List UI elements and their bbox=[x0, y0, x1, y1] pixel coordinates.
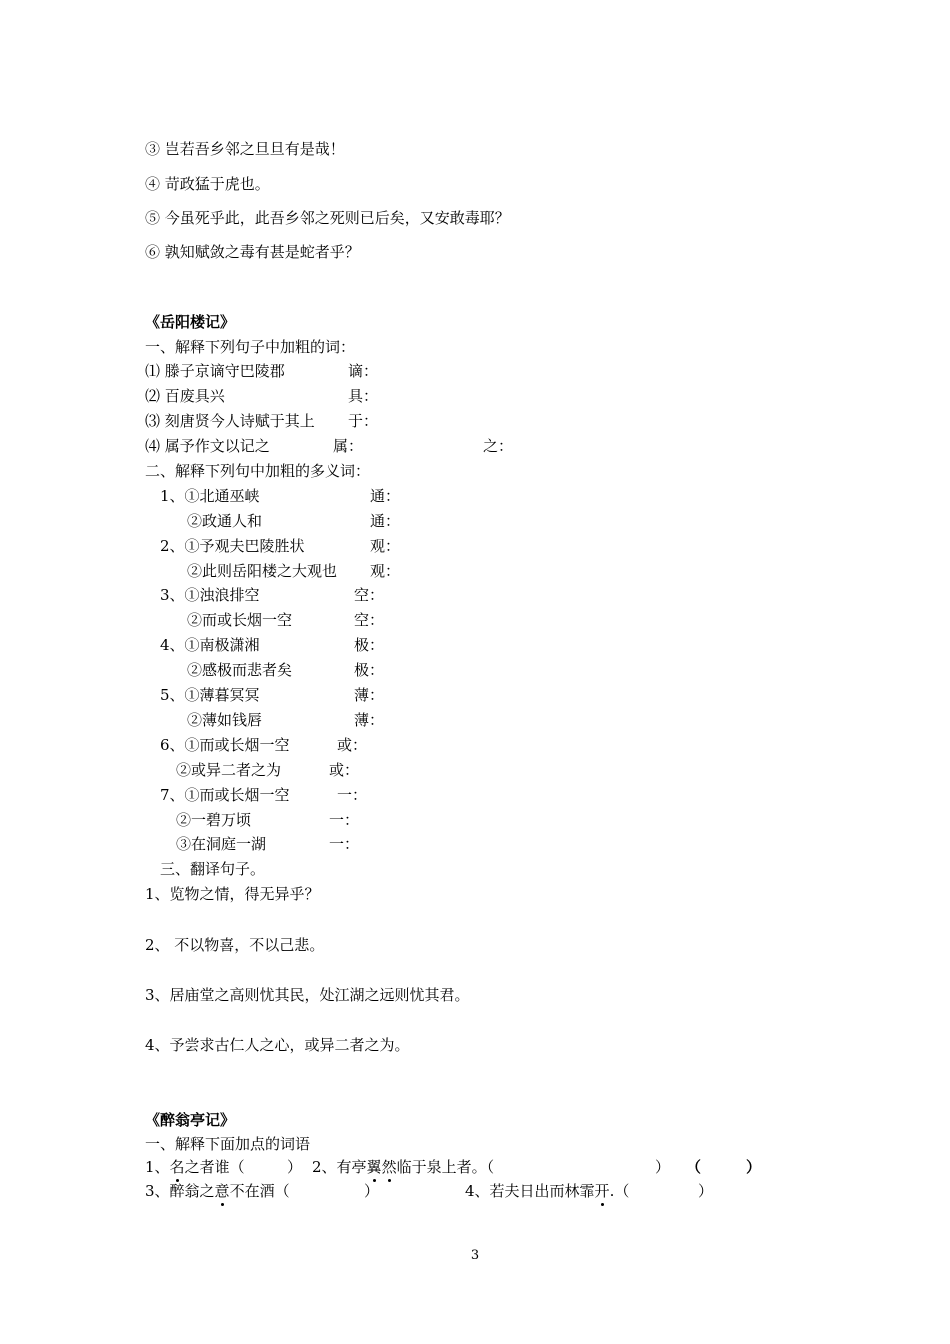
yueyang-part2-sentence: ②一碧万顷 bbox=[176, 811, 252, 829]
yueyang-translate-3: 3、居庙堂之高则忧其民，处江湖之远则忧其君。 bbox=[145, 986, 470, 1004]
tail-item-5: ⑤ 今虽死乎此，此吾乡邻之死则已后矣，又安敢毒耶？ bbox=[145, 209, 510, 227]
yueyang-part2-word: 观： bbox=[370, 562, 401, 580]
yueyang-part2-sentence: 7、①而或长烟一空 bbox=[160, 786, 290, 804]
yueyang-part2-word: 薄： bbox=[354, 711, 385, 729]
yueyang-translate-4: 4、予尝求古仁人之心，或异二者之为。 bbox=[145, 1036, 410, 1054]
yueyang-part2-sentence: 5、①薄暮冥冥 bbox=[160, 686, 260, 704]
yueyang-part2-word: 通： bbox=[370, 487, 401, 505]
yueyang-part2-word: 空： bbox=[354, 611, 385, 629]
yueyang-part2-sentence: ③在洞庭一湖 bbox=[176, 835, 267, 853]
yueyang-translate-2: 2、 不以物喜，不以己悲。 bbox=[145, 936, 325, 954]
yueyang-part2-word: 或： bbox=[337, 736, 368, 754]
yueyang-translate-1: 1、览物之情，得无异乎？ bbox=[145, 885, 320, 903]
tail-item-3: ③ 岂若吾乡邻之旦旦有是哉！ bbox=[145, 140, 345, 158]
zuiweng-q2-close-paren: ） bbox=[655, 1158, 671, 1176]
yueyang-part1-sentence: ⑵ 百废具兴 bbox=[145, 387, 225, 405]
yueyang-part2-word: 空： bbox=[354, 586, 385, 604]
page-number: 3 bbox=[470, 1248, 480, 1263]
section-title-yueyang: 《岳阳楼记》 bbox=[145, 313, 236, 331]
yueyang-part2-sentence: ②薄如钱唇 bbox=[187, 711, 263, 729]
section-title-zuiweng: 《醉翁亭记》 bbox=[145, 1111, 236, 1129]
yueyang-part1-word: 谪： bbox=[348, 362, 379, 380]
yueyang-part1-word2: 之： bbox=[483, 437, 514, 455]
yueyang-part2-sentence: ②而或长烟一空 bbox=[187, 611, 293, 629]
yueyang-part2-sentence: 2、①予观夫巴陵胜状 bbox=[160, 537, 305, 555]
yueyang-part2-sentence: 6、①而或长烟一空 bbox=[160, 736, 290, 754]
yueyang-part1-word: 具： bbox=[348, 387, 379, 405]
zuiweng-question-4: 4、若夫日出而林霏开.（ bbox=[465, 1182, 630, 1200]
zuiweng-q4-close-paren: ） bbox=[698, 1182, 714, 1200]
zuiweng-part1-heading: 一、解释下面加点的词语 bbox=[145, 1135, 311, 1153]
yueyang-part1-sentence: ⑷ 属予作文以记之 bbox=[145, 437, 270, 455]
tail-item-4: ④ 苛政猛于虎也。 bbox=[145, 175, 270, 193]
yueyang-part1-heading: 一、解释下列句子中加粗的词： bbox=[145, 338, 356, 356]
yueyang-part2-sentence: ②此则岳阳楼之大观也 bbox=[187, 562, 338, 580]
yueyang-part2-word: 或： bbox=[329, 761, 360, 779]
zuiweng-extra-blank[interactable]: （ ） bbox=[686, 1158, 762, 1176]
yueyang-part2-word: 一： bbox=[337, 786, 368, 804]
yueyang-part2-word: 一： bbox=[329, 811, 360, 829]
tail-item-6: ⑥ 孰知赋敛之毒有甚是蛇者乎？ bbox=[145, 243, 360, 261]
yueyang-part2-word: 一： bbox=[329, 835, 360, 853]
yueyang-part1-word: 属： bbox=[333, 437, 364, 455]
yueyang-part2-sentence: ②政通人和 bbox=[187, 512, 263, 530]
yueyang-part2-sentence: 3、①浊浪排空 bbox=[160, 586, 260, 604]
yueyang-part2-sentence: ②感极而悲者矣 bbox=[187, 661, 293, 679]
yueyang-part2-word: 薄： bbox=[354, 686, 385, 704]
zuiweng-question-1: 1、名之者谁（ bbox=[145, 1158, 245, 1176]
yueyang-part2-word: 通： bbox=[370, 512, 401, 530]
yueyang-part2-word: 极： bbox=[354, 661, 385, 679]
zuiweng-q1-close-paren: ） bbox=[287, 1158, 303, 1176]
zuiweng-q3-close-paren: ） bbox=[364, 1182, 380, 1200]
yueyang-part3-heading: 三、翻译句子。 bbox=[160, 860, 266, 878]
yueyang-part2-heading: 二、解释下列句中加粗的多义词： bbox=[145, 462, 371, 480]
yueyang-part1-sentence: ⑶ 刻唐贤今人诗赋于其上 bbox=[145, 412, 315, 430]
yueyang-part2-sentence: ②或异二者之为 bbox=[176, 761, 282, 779]
yueyang-part2-word: 观： bbox=[370, 537, 401, 555]
yueyang-part2-sentence: 1、①北通巫峡 bbox=[160, 487, 260, 505]
yueyang-part1-word: 于： bbox=[348, 412, 379, 430]
zuiweng-question-3: 3、醉翁之意不在酒（ bbox=[145, 1182, 290, 1200]
yueyang-part2-sentence: 4、①南极潇湘 bbox=[160, 636, 260, 654]
yueyang-part2-word: 极： bbox=[354, 636, 385, 654]
yueyang-part1-sentence: ⑴ 滕子京谪守巴陵郡 bbox=[145, 362, 285, 380]
zuiweng-question-2: 2、有亭翼然临于泉上者。（ bbox=[312, 1158, 495, 1176]
